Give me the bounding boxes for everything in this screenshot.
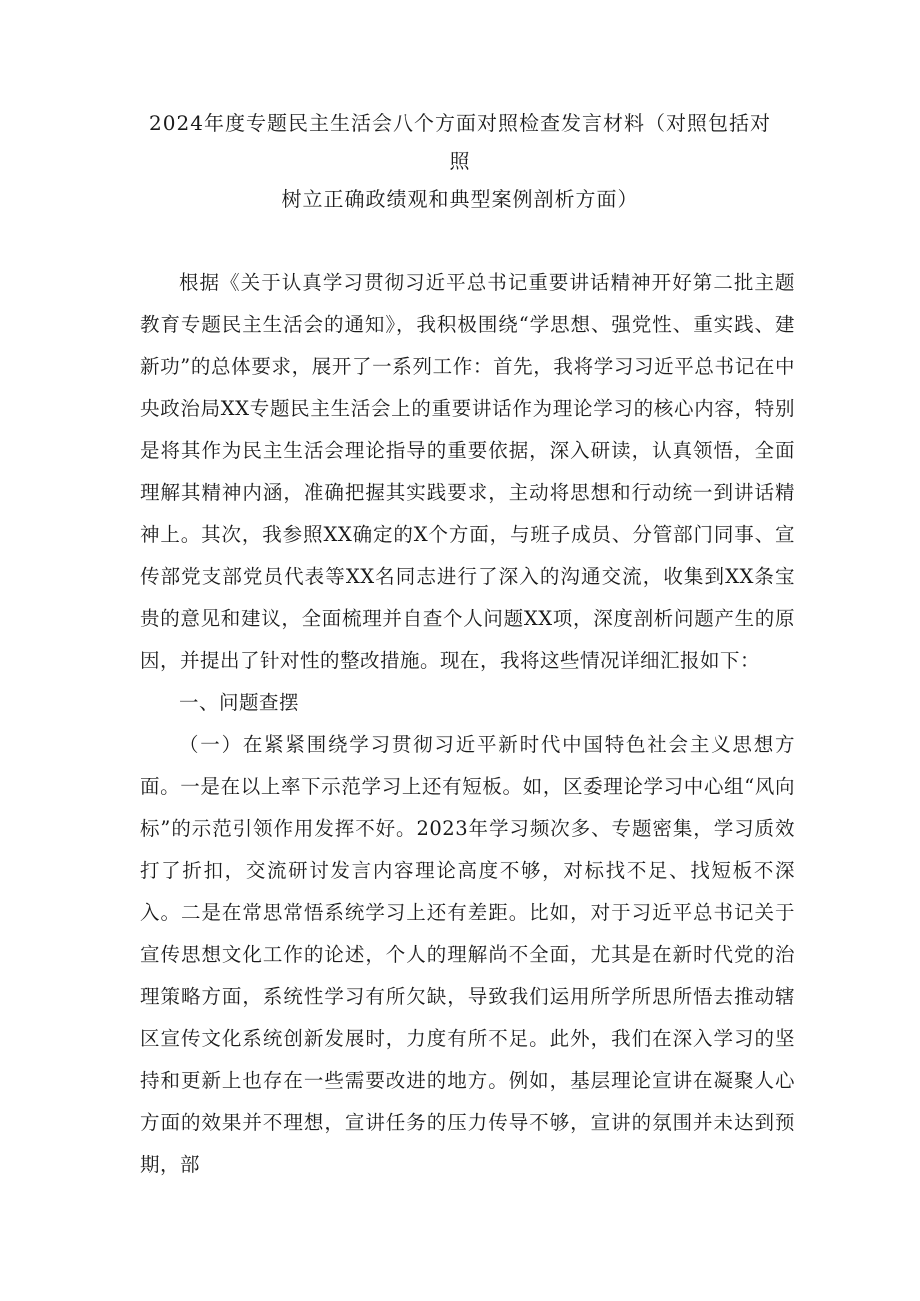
- section-heading-problems: 一、问题查摆: [179, 691, 300, 714]
- document-title-line-2: 照: [449, 149, 471, 173]
- intro-paragraph: 根据《关于认真学习贯彻习近平总书记重要讲话精神开好第二批主题教育专题民主生活会的通知》，我积极围绕“学思想、强党性、重实践、建新功”的总体要求，展开了一系列工作：首先，我将学习习近平总书记在中央政治局XX专题民主生活会上的重要讲话作为理论学习的核心内容，特别是将其作为民主生活会理论指导的重要依据，深入研读，认真领悟，全面理解其精神内涵，准确把握其实践要求，主动将思想和行动统一到讲话精神上。其次，我参照XX确定的X个方面，与班子成员、分管部门同事、宣传部党支部党员代表等XX名同志进行了深入的沟通交流，收集到XX条宝贵的意见和建议，全面梳理并自查个人问题XX项，深度剖析问题产生的原因，并提出了针对性的整改措施。现在，我将这些情况详细汇报如下：: [140, 271, 795, 672]
- subsection-paragraph-1: （一）在紧紧围绕学习贯彻习近平新时代中国特色社会主义思想方面。一是在以上率下示范学习上还有短板。如，区委理论学习中心组“风向标”的示范引领作用发挥不好。2023年学习频次多、专题密集，学习质效打了折扣，交流研讨发言内容理论高度不够，对标找不足、找短板不深入。二是在常思常悟系统学习上还有差距。比如，对于习近平总书记关于宣传思想文化工作的论述，个人的理解尚不全面，尤其是在新时代党的治理策略方面，系统性学习有所欠缺，导致我们运用所学所思所悟去推动辖区宣传文化系统创新发展时，力度有所不足。此外，我们在深入学习的坚持和更新上也存在一些需要改进的地方。例如，基层理论宣讲在凝聚人心方面的效果并不理想，宣讲任务的压力传导不够，宣讲的氛围并未达到预期，部: [140, 733, 795, 1176]
- document-title-line-3: 树立正确政绩观和典型案例剖析方面）: [281, 187, 639, 211]
- document-title-line-1: 2024年度专题民主生活会八个方面对照检查发言材料（对照包括对: [149, 111, 771, 135]
- document-body: [140, 262, 795, 1186]
